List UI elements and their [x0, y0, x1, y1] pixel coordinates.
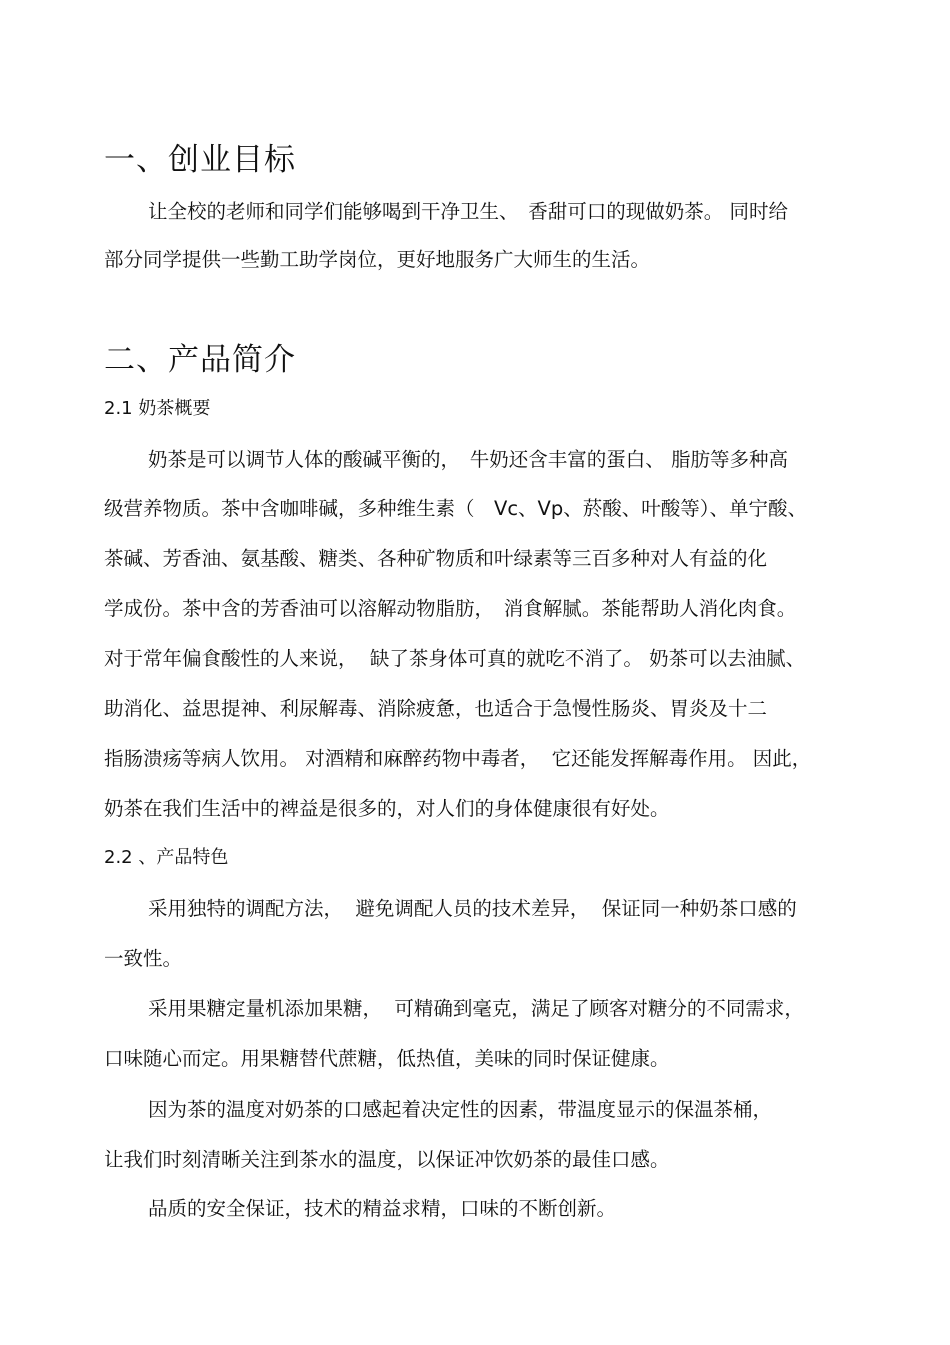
paragraph-line: 奶茶是可以调节人体的酸碱平衡的， 牛奶还含丰富的蛋白、 脂肪等多种高	[148, 448, 788, 471]
paragraph-line: 指肠溃疡等病人饮用。 对酒精和麻醉药物中毒者， 它还能发挥解毒作用。 因此，	[104, 747, 812, 770]
section-heading-goal: 一、创业目标	[104, 142, 296, 178]
subsection-title-overview: 2.1 奶茶概要	[104, 398, 211, 419]
paragraph-line: 一致性。	[104, 947, 183, 970]
paragraph-line: 部分同学提供一些勤工助学岗位，更好地服务广大师生的生活。	[104, 248, 651, 271]
paragraph-line: 茶碱、芳香油、氨基酸、糖类、各种矿物质和叶绿素等三百多种对人有益的化	[104, 547, 768, 570]
paragraph-line: 采用果糖定量机添加果糖， 可精确到毫克，满足了顾客对糖分的不同需求，	[148, 997, 804, 1020]
paragraph-line: 因为茶的温度对奶茶的口感起着决定性的因素，带温度显示的保温茶桶，	[148, 1098, 773, 1121]
paragraph-line: 让我们时刻清晰关注到茶水的温度，以保证冲饮奶茶的最佳口感。	[104, 1148, 670, 1171]
paragraph-line: 品质的安全保证，技术的精益求精，口味的不断创新。	[148, 1197, 617, 1220]
paragraph-line: 对于常年偏食酸性的人来说， 缺了茶身体可真的就吃不消了。 奶茶可以去油腻、	[104, 647, 806, 670]
paragraph-line: 口味随心而定。用果糖替代蔗糖，低热值，美味的同时保证健康。	[104, 1047, 670, 1070]
paragraph-line: 学成份。茶中含的芳香油可以溶解动物脂肪， 消食解腻。茶能帮助人消化肉食。	[104, 597, 797, 620]
paragraph-line: 级营养物质。茶中含咖啡碱，多种维生素（ Vc、Vp、菸酸、叶酸等）、单宁酸、	[104, 497, 808, 520]
subsection-title-features: 2.2 、产品特色	[104, 847, 229, 868]
paragraph-line: 奶茶在我们生活中的裨益是很多的，对人们的身体健康很有好处。	[104, 797, 670, 820]
paragraph-line: 采用独特的调配方法， 避免调配人员的技术差异， 保证同一种奶茶口感的	[148, 897, 797, 920]
section-heading-product: 二、产品简介	[104, 342, 296, 378]
paragraph-line: 让全校的老师和同学们能够喝到干净卫生、 香甜可口的现做奶茶。 同时给	[148, 200, 788, 223]
paragraph-line: 助消化、益思提神、利尿解毒、消除疲惫，也适合于急慢性肠炎、胃炎及十二	[104, 697, 768, 720]
